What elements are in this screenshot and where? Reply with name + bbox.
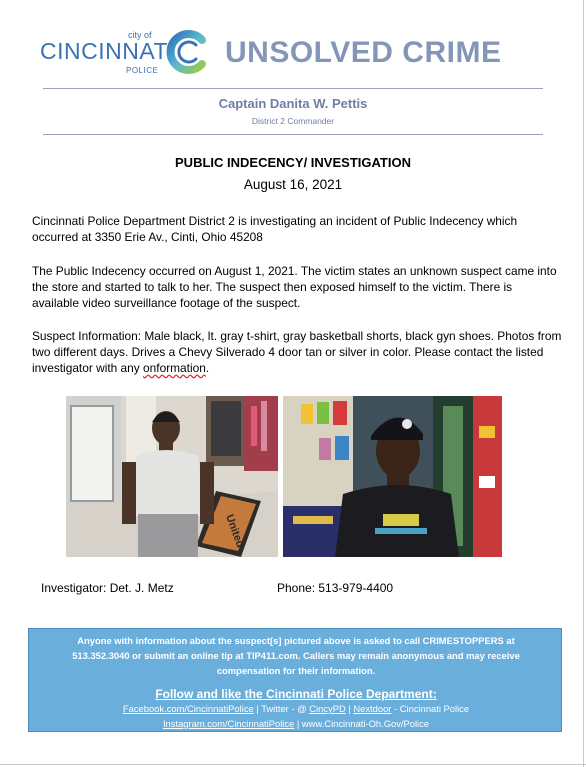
social-links-row-2 <box>29 718 563 729</box>
paragraph-suspect-info <box>32 328 562 376</box>
crimestoppers-line-1: Anyone with information about the suspect[s] pictured above is asked to call CRIMESTOPPERS at <box>77 635 515 646</box>
suspect-photo-2 <box>283 396 502 557</box>
follow-heading: Follow and like the Cincinnati Police Department: <box>155 687 437 701</box>
page-edge-bottom <box>0 764 586 765</box>
nextdoor-label: - Cincinnati Police <box>391 703 470 714</box>
cincinnati-police-logo <box>40 28 210 78</box>
investigator-phone: Phone: 513-979-4400 <box>277 581 394 595</box>
logo-cincinnati: CINCINNATI <box>40 38 175 64</box>
suspect-photo-1 <box>66 396 278 557</box>
logo-city-of: city of <box>128 30 152 40</box>
header-divider-bottom <box>43 134 543 135</box>
facebook-link[interactable]: Facebook.com/CincinnatiPolice <box>122 703 254 714</box>
notice-heading: PUBLIC INDECENCY/ INVESTIGATION <box>175 155 411 170</box>
social-links-row-1 <box>29 703 563 714</box>
crimestoppers-line-2: 513.352.3040 or submit an online tip at TIP411.com. Callers may remain anonymous and may receive <box>72 650 520 661</box>
instagram-link[interactable]: Instagram.com/CincinnatiPolice <box>162 718 295 729</box>
paragraph-incident-details: The Public Indecency occurred on August 1, 2021. The victim states an unknown suspect came into the store and started to talk to her. The suspect then exposed himself to the victim. There is available video surveillance footage of the suspect. <box>32 264 557 310</box>
crimestoppers-line-3: compensation for their information. <box>216 665 376 676</box>
twitter-link[interactable]: CincyPD <box>309 703 346 714</box>
nextdoor-link[interactable]: Nextdoor <box>353 703 392 714</box>
investigator-name: Investigator: Det. J. Metz <box>41 581 174 595</box>
page-title: UNSOLVED CRIME <box>225 36 502 69</box>
logo-police: POLICE <box>126 66 159 75</box>
suspect-info-period: . <box>205 361 210 375</box>
suspect-info-text: Suspect Information: Male black, lt. gray t-shirt, gray basketball shorts, black gyn shoes. Photos from two different days. Drives a Chevy Silverado 4 door tan or silver in color. Please contact the listed investigator with any <box>32 329 562 375</box>
misspelled-word: onformation <box>143 361 206 375</box>
district-commander: District 2 Commander <box>251 116 335 126</box>
paragraph-incident-location: Cincinnati Police Department District 2 is investigating an incident of Public Indecency which occurred at 3350 Erie Av., Cinti, Ohio 45208 <box>32 214 518 244</box>
crimestoppers-message <box>39 633 553 678</box>
page-edge-right <box>583 0 584 767</box>
social-separator: | Twitter - @ <box>253 703 310 714</box>
logo-c-emblem-icon <box>164 28 208 76</box>
captain-name: Captain Danita W. Pettis <box>218 96 368 111</box>
header-divider-top <box>43 88 543 89</box>
website-text: | www.Cincinnati-Oh.Gov/Police <box>294 718 430 729</box>
suspect-photo-1-image <box>66 396 278 557</box>
suspect-photo-2-image <box>283 396 502 557</box>
mat-text: United <box>223 512 247 550</box>
notice-date: August 16, 2021 <box>243 177 343 192</box>
social-separator: | <box>345 703 354 714</box>
crimestoppers-box <box>28 628 562 732</box>
